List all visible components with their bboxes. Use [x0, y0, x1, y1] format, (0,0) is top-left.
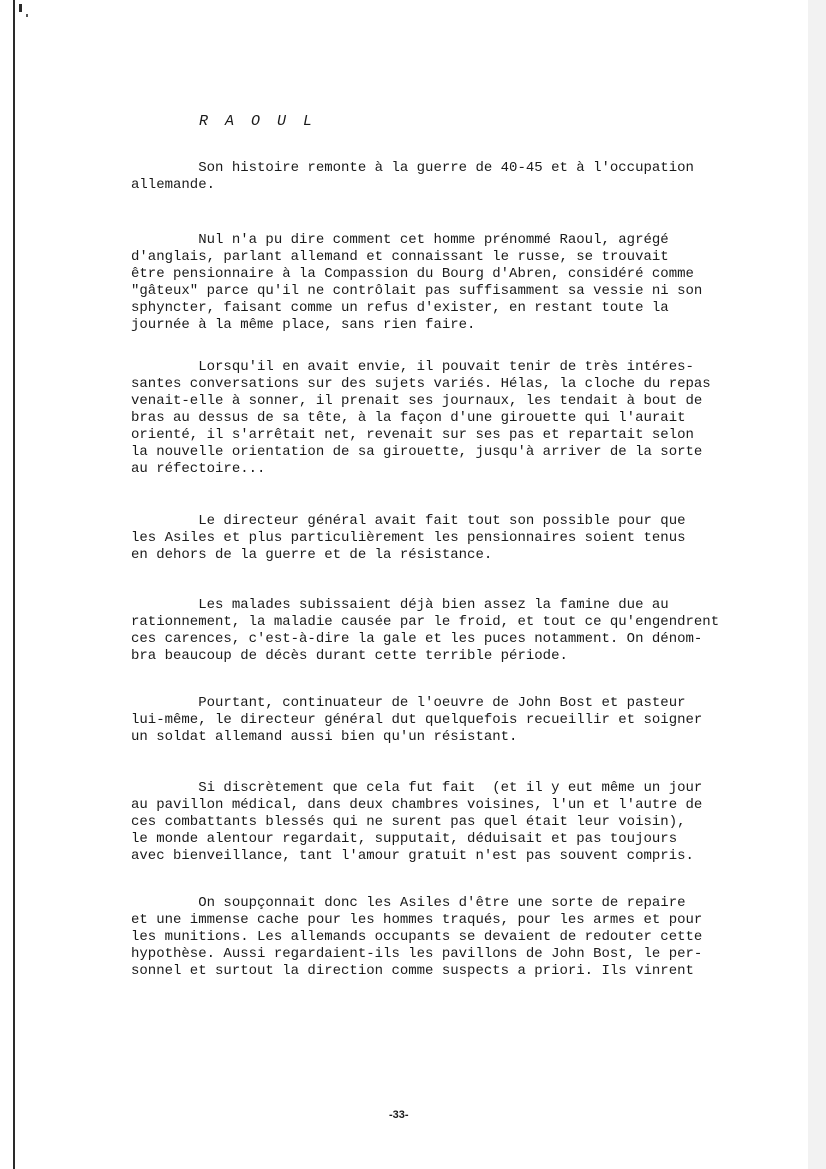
scan-mark [19, 4, 22, 12]
paragraph-7: Si discrètement que cela fut fait (et il y eut même un jour au pavillon médical, dans deux chambres voisines, l'un et l'autre de ces combattants blessés qui ne surent pas quel était leur voisin), le monde alentour regardait, supputait, déduisait et pas toujours avec bienveillance, tant l'amour gratuit n'est pas souvent compris. [131, 780, 703, 864]
right-scan-margin [808, 0, 826, 1169]
paragraph-6: Pourtant, continuateur de l'oeuvre de John Bost et pasteur lui-même, le directeur général dut quelquefois recueillir et soigner un soldat allemand aussi bien qu'un résistant. [131, 695, 703, 745]
paragraph-8: On soupçonnait donc les Asiles d'être une sorte de repaire et une immense cache pour les hommes traqués, pour les armes et pour les munitions. Les allemands occupants se devaient de redouter cette hypothèse. Aussi regardaient-ils les pavillons de John Bost, le per- sonnel et surtout la direction comme suspects a priori. Ils vinrent [131, 895, 703, 979]
paragraph-3: Lorsqu'il en avait envie, il pouvait tenir de très intéres- santes conversations sur des sujets variés. Hélas, la cloche du repas venait-elle à sonner, il prenait ses journaux, les tendait à bout de bras au dessus de sa tête, à la façon d'une girouette qui l'aurait orienté, il s'arrêtait net, revenait sur ses pas et repartait selon la nouvelle orientation de sa girouette, jusqu'à arriver de la sorte au réfectoire... [131, 359, 711, 477]
page-number: -33- [389, 1109, 409, 1121]
scan-dot [26, 14, 28, 17]
chapter-title: R A O U L [199, 113, 317, 130]
paragraph-4: Le directeur général avait fait tout son possible pour que les Asiles et plus particulièrement les pensionnaires soient tenus en dehors de la guerre et de la résistance. [131, 513, 686, 563]
left-scan-border [13, 0, 15, 1169]
paragraph-5: Les malades subissaient déjà bien assez la famine due au rationnement, la maladie causée par le froid, et tout ce qu'engendrent ces carences, c'est-à-dire la gale et les puces notamment. On dénom- bra beaucoup de décès durant cette terrible période. [131, 597, 720, 664]
paragraph-1: Son histoire remonte à la guerre de 40-45 et à l'occupation allemande. [131, 160, 694, 193]
paragraph-2: Nul n'a pu dire comment cet homme prénommé Raoul, agrégé d'anglais, parlant allemand et connaissant le russe, se trouvait être pensionnaire à la Compassion du Bourg d'Abren, considéré comme "gâteux" parce qu'il ne contrôlait pas suffisamment sa vessie ni son sphyncter, faisant comme un refus d'exister, en restant toute la journée à la même place, sans rien faire. [131, 232, 703, 333]
